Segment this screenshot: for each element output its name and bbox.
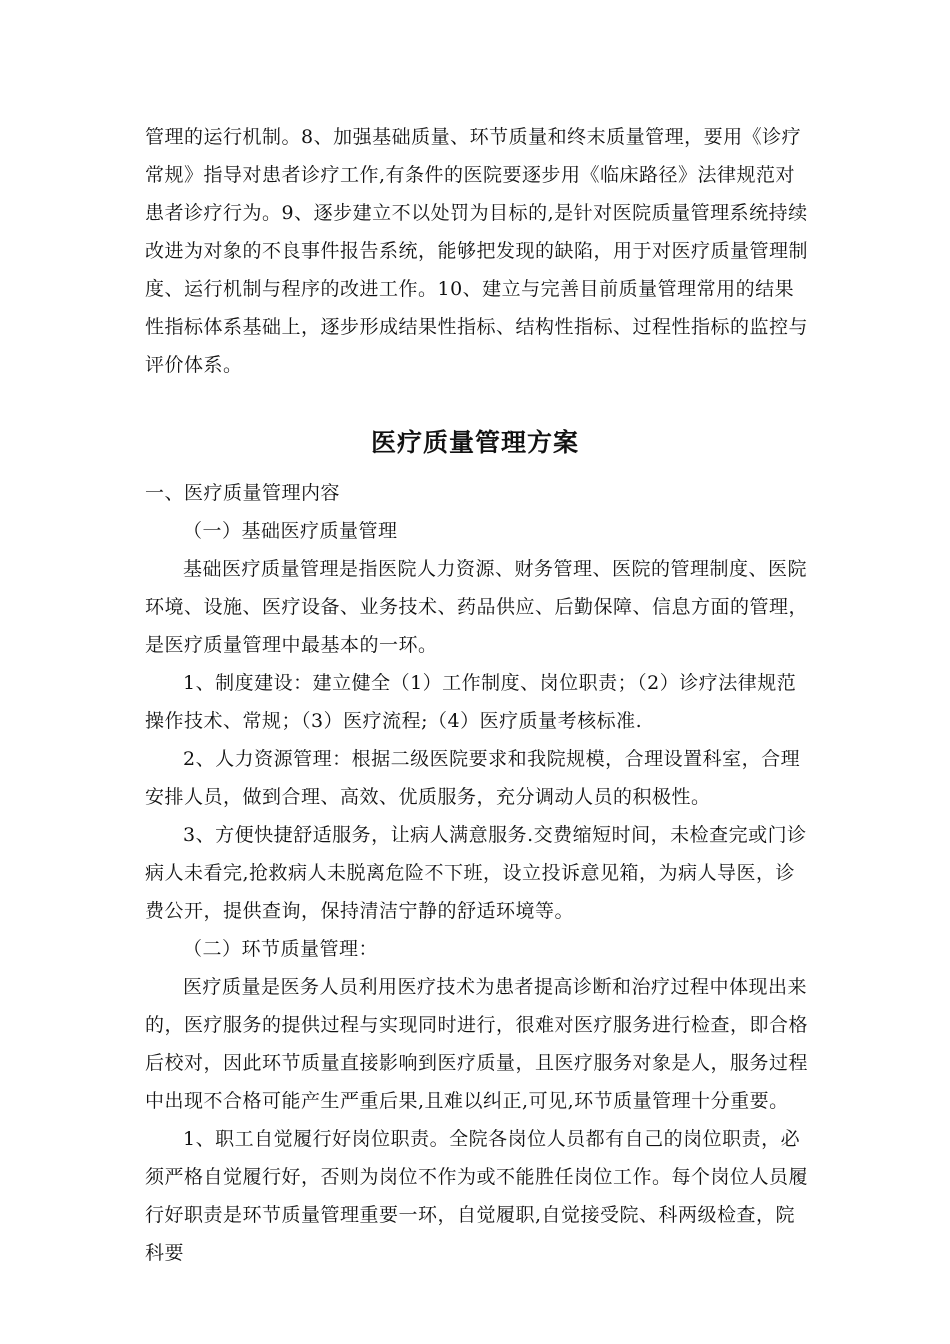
document-title: 医疗质量管理方案 — [370, 428, 579, 457]
paragraph-item-2: 2、人力资源管理：根据二级医院要求和我院规模，合理设置科室，合理安排人员，做到合理、高效、优质服务，充分调动人员的积极性。 — [145, 748, 801, 808]
intro-block — [145, 118, 810, 384]
paragraph-basic-intro: 基础医疗质量管理是指医院人力资源、财务管理、医院的管理制度、医院环境、设施、医疗设备、业务技术、药品供应、后勤保障、信息方面的管理，是医疗质量管理中最基本的一环。 — [145, 558, 809, 656]
section-heading: 一、医疗质量管理内容 — [145, 482, 341, 504]
paragraph-item-3: 3、方便快捷舒适服务，让病人满意服务.交费缩短时间，未检查完或门诊病人未看完,抢救病人未脱离危险不下班，设立投诉意见箱，为病人导医，诊费公开，提供查询，保持清洁宁静的舒适环境等。 — [145, 824, 807, 922]
paragraph-process-item-1: 1、职工自觉履行好岗位职责。全院各岗位人员都有自己的岗位职责，必须严格自觉履行好，否则为岗位不作为或不能胜任岗位工作。每个岗位人员履行好职责是环节质量管理重要一环，自觉履职,自觉接受院、科两级检查，院科要 — [145, 1128, 809, 1264]
paragraph-process-intro: 医疗质量是医务人员利用医疗技术为患者提高诊断和治疗过程中体现出来的，医疗服务的提供过程与实现同时进行，很难对医疗服务进行检查，即合格后校对，因此环节质量直接影响到医疗质量，且医疗服务对象是人，服务过程中出现不合格可能产生严重后果,且难以纠正,可见,环节质量管理十分重要。 — [145, 976, 809, 1112]
subsection-heading-basic: （一）基础医疗质量管理 — [183, 520, 398, 542]
paragraph-item-1: 1、制度建设：建立健全（1）工作制度、岗位职责；（2）诊疗法律规范操作技术、常规；（3）医疗流程;（4）医疗质量考核标准. — [145, 672, 797, 732]
subsection-heading-process: （二）环节质量管理： — [183, 938, 379, 960]
intro-paragraph: 管理的运行机制。8、加强基础质量、环节质量和终末质量管理，要用《诊疗常规》指导对患者诊疗工作,有条件的医院要逐步用《临床路径》法律规范对患者诊疗行为。9、逐步建立不以处罚为目标的,是针对医院质量管理系统持续改进为对象的不良事件报告系统，能够把发现的缺陷，用于对医疗质量管理制度、运行机制与程序的改进工作。10、建立与完善目前质量管理常用的结果性指标体系基础上，逐步形成结果性指标、结构性指标、过程性指标的监控与评价体系。 — [145, 126, 809, 376]
content-block — [145, 474, 810, 1272]
